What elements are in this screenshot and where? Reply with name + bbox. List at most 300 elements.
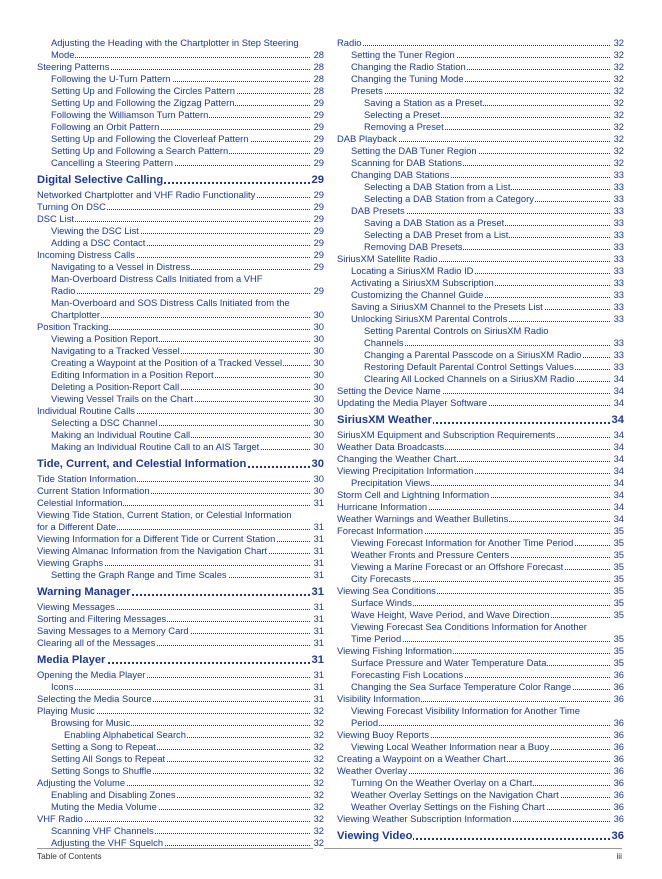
toc-entry[interactable]: [37, 381, 324, 393]
toc-entry-title-line2: Channels: [364, 337, 404, 348]
toc-page-number: 29: [313, 285, 324, 296]
toc-entry[interactable]: [337, 181, 624, 193]
toc-section-entry[interactable]: [37, 172, 324, 188]
toc-entry-title: Turning On the Weather Overlay on a Chart: [351, 777, 533, 788]
toc-page-number: 35: [613, 609, 624, 620]
toc-page-number: 33: [613, 361, 624, 372]
toc-page-number: 29: [313, 157, 324, 168]
toc-entry-title: Deleting a Position-Report Call: [51, 381, 180, 392]
toc-entry-title: Digital Selective Calling: [37, 174, 164, 186]
toc-entry-title: Viewing Messages: [37, 601, 115, 612]
toc-entry-title: Making an Individual Routine Call: [51, 429, 191, 440]
toc-page-number: 29: [313, 109, 324, 120]
toc-page-number: 30: [313, 381, 324, 392]
toc-page-number: 33: [613, 313, 624, 324]
toc-entry-title: Scanning VHF Channels: [51, 825, 154, 836]
toc-entry[interactable]: [337, 621, 624, 645]
toc-entry[interactable]: [37, 717, 324, 729]
toc-entry[interactable]: [337, 49, 624, 61]
toc-page-number: 34: [613, 501, 624, 512]
toc-entry-title: Following the Williamson Turn Pattern: [51, 109, 209, 120]
toc-entry-title: [351, 705, 624, 729]
toc-page-number: 30: [313, 473, 324, 484]
toc-page-number: 35: [613, 597, 624, 608]
toc-section-entry[interactable]: [37, 456, 324, 472]
toc-page-number: 32: [313, 777, 324, 788]
toc-entry-title: Viewing Video: [337, 830, 413, 842]
toc-entry[interactable]: [37, 333, 324, 345]
toc-entry[interactable]: [337, 741, 624, 753]
toc-entry-title: Selecting a Preset: [364, 109, 441, 120]
toc-entry[interactable]: [37, 61, 324, 73]
toc-entry-title: Visibility Information: [337, 693, 421, 704]
toc-entry[interactable]: [37, 813, 324, 825]
toc-entry[interactable]: [37, 825, 324, 837]
toc-entry[interactable]: [337, 657, 624, 669]
toc-entry-title: Viewing a Position Report: [51, 333, 159, 344]
toc-section-entry[interactable]: [337, 828, 624, 844]
toc-entry[interactable]: [37, 393, 324, 405]
toc-page-number: 29: [313, 261, 324, 272]
toc-page-number: 30: [313, 429, 324, 440]
toc-entry[interactable]: [337, 361, 624, 373]
toc-entry[interactable]: [337, 85, 624, 97]
toc-entry-title: Adjusting the VHF Squelch: [51, 837, 164, 848]
toc-entry-title-line2: Period: [351, 717, 379, 728]
toc-entry[interactable]: [37, 741, 324, 753]
toc-entry[interactable]: [337, 777, 624, 789]
toc-page-number: 32: [613, 145, 624, 156]
toc-entry[interactable]: [337, 217, 624, 229]
toc-page-number: 31: [313, 625, 324, 636]
toc-entry[interactable]: [37, 297, 324, 321]
toc-entry-title: Weather Data Broadcasts: [337, 441, 445, 452]
toc-entry-title: SiriusXM Weather: [337, 414, 432, 426]
toc-page-number: 32: [313, 765, 324, 776]
toc-entry[interactable]: [337, 229, 624, 241]
toc-entry-title: Selecting a DAB Station from a List: [364, 181, 511, 192]
toc-entry[interactable]: [37, 249, 324, 261]
toc-page-number: 33: [613, 265, 624, 276]
toc-entry-title: Removing DAB Presets: [364, 241, 463, 252]
toc-entry-title: Customizing the Channel Guide: [351, 289, 484, 300]
toc-page-number: 29: [313, 213, 324, 224]
toc-page-number: 34: [613, 373, 624, 384]
toc-entry-title: Storm Cell and Lightning Information: [337, 489, 490, 500]
toc-page-number: 34: [613, 477, 624, 488]
toc-entry[interactable]: [337, 705, 624, 729]
toc-entry[interactable]: [37, 345, 324, 357]
toc-page-number: 32: [613, 85, 624, 96]
toc-page-number: 32: [313, 741, 324, 752]
toc-entry[interactable]: [37, 97, 324, 109]
toc-entry-title: [364, 325, 624, 349]
toc-entry-title: Tide Station Information: [37, 473, 137, 484]
toc-entry[interactable]: [337, 765, 624, 777]
toc-entry-title: Creating a Waypoint at the Position of a Tracked Vessel: [51, 357, 283, 368]
toc-entry[interactable]: [337, 597, 624, 609]
toc-page-number: 36: [613, 813, 624, 824]
footer-page-number: iii: [616, 851, 622, 861]
toc-entry[interactable]: [337, 253, 624, 265]
toc-entry-title: Tide, Current, and Celestial Information: [37, 458, 247, 470]
toc-entry[interactable]: [337, 97, 624, 109]
toc-entry-title: Creating a Waypoint on a Weather Chart: [337, 753, 506, 764]
toc-entry-title: Editing Information in a Position Report: [51, 369, 214, 380]
toc-page-number: 34: [613, 397, 624, 408]
toc-entry[interactable]: [337, 513, 624, 525]
toc-entry-title: Clearing All Locked Channels on a SiriusXM Radio: [364, 373, 575, 384]
toc-entry[interactable]: [337, 585, 624, 597]
toc-page-number: 29: [313, 237, 324, 248]
toc-entry-title: Viewing Forecast Information for Another Time Period: [351, 537, 574, 548]
toc-entry[interactable]: [337, 133, 624, 145]
toc-entry-title: Adding a DSC Contact: [51, 237, 146, 248]
toc-entry[interactable]: [337, 525, 624, 537]
toc-page-number: 30: [311, 458, 324, 470]
toc-entry-title-line2: Time Period: [351, 633, 402, 644]
toc-entry[interactable]: [337, 561, 624, 573]
toc-entry[interactable]: [37, 693, 324, 705]
toc-page-number: 29: [313, 97, 324, 108]
toc-entry[interactable]: [37, 213, 324, 225]
toc-entry[interactable]: [37, 157, 324, 169]
toc-entry-title: [351, 621, 624, 645]
toc-entry[interactable]: [337, 813, 624, 825]
toc-page-number: 33: [613, 337, 624, 348]
toc-entry-title: Setting Up and Following the Cloverleaf Pattern: [51, 133, 249, 144]
toc-page-number: 33: [613, 217, 624, 228]
toc-page-number: 32: [613, 133, 624, 144]
toc-entry[interactable]: [337, 429, 624, 441]
toc-page-number: 32: [313, 705, 324, 716]
toc-page-number: 30: [313, 485, 324, 496]
toc-entry-title: Setting Songs to Shuffle: [51, 765, 152, 776]
toc-section-entry[interactable]: [37, 652, 324, 668]
toc-entry-title: Viewing Graphs: [37, 557, 104, 568]
toc-page-number: 28: [313, 73, 324, 84]
toc-entry[interactable]: [37, 613, 324, 625]
toc-entry[interactable]: [37, 369, 324, 381]
toc-entry[interactable]: [337, 669, 624, 681]
toc-entry-title: DSC List: [37, 213, 74, 224]
toc-entry[interactable]: [337, 501, 624, 513]
toc-entry-title: Removing a Preset: [364, 121, 444, 132]
toc-entry[interactable]: [37, 569, 324, 581]
toc-entry[interactable]: [337, 277, 624, 289]
toc-entry[interactable]: [37, 681, 324, 693]
toc-entry[interactable]: [37, 473, 324, 485]
toc-page-number: 30: [313, 357, 324, 368]
toc-entry-title: Weather Overlay Settings on the Fishing Chart: [351, 801, 545, 812]
toc-page-number: 35: [613, 645, 624, 656]
toc-entry-title-line1: Viewing Forecast Sea Conditions Information for Another: [351, 621, 587, 632]
toc-entry[interactable]: [337, 537, 624, 549]
toc-entry[interactable]: [337, 441, 624, 453]
toc-page-number: 30: [313, 417, 324, 428]
toc-entry-title: Enabling and Disabling Zones: [51, 789, 176, 800]
toc-entry[interactable]: [337, 385, 624, 397]
toc-entry-title: Setting the Device Name: [337, 385, 441, 396]
toc-entry-title-line1: Adjusting the Heading with the Chartplotter in Step Steering: [51, 37, 299, 48]
toc-entry-title: Current Station Information: [37, 485, 150, 496]
toc-page-number: 33: [613, 349, 624, 360]
toc-entry-title: Saving a SiriusXM Channel to the Presets List: [351, 301, 543, 312]
toc-page-number: 32: [613, 37, 624, 48]
toc-entry[interactable]: [337, 789, 624, 801]
toc-entry[interactable]: [37, 545, 324, 557]
toc-entry-title-line1: Man-Overboard Distress Calls Initiated from a VHF: [51, 273, 263, 284]
toc-page-number: 31: [313, 557, 324, 568]
toc-entry[interactable]: [37, 801, 324, 813]
toc-page-number: 32: [313, 729, 324, 740]
toc-page-number: 31: [313, 521, 324, 532]
toc-entry[interactable]: [337, 73, 624, 85]
toc-entry-title: Setting All Songs to Repeat: [51, 753, 166, 764]
toc-entry[interactable]: [337, 121, 624, 133]
toc-entry-title: Enabling Alphabetical Search: [64, 729, 186, 740]
toc-page-number: 32: [313, 801, 324, 812]
toc-entry-title: DAB Presets: [351, 205, 405, 216]
toc-entry[interactable]: [37, 441, 324, 453]
toc-entry-title: Steering Patterns: [37, 61, 110, 72]
toc-entry-title: Locating a SiriusXM Radio ID: [351, 265, 474, 276]
toc-entry[interactable]: [337, 289, 624, 301]
toc-section-entry[interactable]: [37, 584, 324, 600]
toc-entry-title: Viewing Precipitation Information: [337, 465, 474, 476]
toc-entry[interactable]: [37, 37, 324, 61]
toc-entry-title: Setting Up and Following the Zigzag Pattern: [51, 97, 235, 108]
toc-entry-title: Weather Fronts and Pressure Centers: [351, 549, 510, 560]
toc-entry-title: Turning On DSC: [37, 201, 106, 212]
toc-entry-title: Navigating to a Vessel in Distress: [51, 261, 191, 272]
toc-entry[interactable]: [337, 549, 624, 561]
toc-entry[interactable]: [337, 645, 624, 657]
toc-section-entry[interactable]: [337, 412, 624, 428]
toc-page-number: 30: [313, 321, 324, 332]
toc-entry[interactable]: [337, 573, 624, 585]
toc-entry[interactable]: [337, 301, 624, 313]
toc-right-column: [337, 37, 624, 845]
toc-left-column: [37, 37, 324, 849]
toc-entry-title-line1: Viewing Tide Station, Current Station, or Celestial Information: [37, 509, 292, 520]
toc-entry[interactable]: [37, 73, 324, 85]
toc-page-number: 29: [311, 174, 324, 186]
toc-entry[interactable]: [337, 265, 624, 277]
toc-entry[interactable]: [37, 273, 324, 297]
toc-page-number: 34: [613, 453, 624, 464]
toc-entry[interactable]: [337, 157, 624, 169]
toc-entry[interactable]: [337, 609, 624, 621]
toc-page-number: 36: [613, 777, 624, 788]
toc-entry-title: Making an Individual Routine Call to an AIS Target: [51, 441, 260, 452]
toc-entry[interactable]: [337, 465, 624, 477]
toc-entry[interactable]: [337, 453, 624, 465]
toc-entry-title-line1: Man-Overboard and SOS Distress Calls Initiated from the: [51, 297, 290, 308]
toc-entry-title: Navigating to a Tracked Vessel: [51, 345, 180, 356]
toc-entry-title: Playing Music: [37, 705, 95, 716]
toc-page-number: 30: [313, 333, 324, 344]
toc-entry[interactable]: [37, 509, 324, 533]
toc-entry[interactable]: [337, 801, 624, 813]
toc-entry-title: Networked Chartplotter and VHF Radio Functionality: [37, 189, 256, 200]
toc-page-number: 30: [313, 369, 324, 380]
toc-entry-title: City Forecasts: [351, 573, 411, 584]
toc-entry-title: Surface Winds: [351, 597, 412, 608]
toc-page-number: 35: [613, 585, 624, 596]
toc-page-number: 34: [613, 489, 624, 500]
toc-entry[interactable]: [337, 729, 624, 741]
toc-entry[interactable]: [37, 533, 324, 545]
toc-entry-title: Precipitation Views: [351, 477, 431, 488]
toc-entry-title: [51, 37, 324, 61]
toc-page-number: 36: [611, 830, 624, 842]
toc-entry[interactable]: [37, 225, 324, 237]
toc-entry[interactable]: [37, 85, 324, 97]
toc-entry[interactable]: [37, 417, 324, 429]
toc-entry-title: Selecting a DAB Preset from a List: [364, 229, 509, 240]
toc-entry[interactable]: [37, 121, 324, 133]
toc-entry[interactable]: [37, 405, 324, 417]
dot-leader: [51, 689, 310, 690]
toc-entry-title: Sorting and Filtering Messages: [37, 613, 167, 624]
toc-page-number: 36: [613, 729, 624, 740]
toc-entry[interactable]: [37, 429, 324, 441]
toc-page-number: 32: [313, 753, 324, 764]
toc-page-number: 36: [613, 717, 624, 728]
toc-page-number: 36: [613, 681, 624, 692]
toc-entry-title: SiriusXM Equipment and Subscription Requirements: [337, 429, 556, 440]
toc-entry-title: Adjusting the Volume: [37, 777, 126, 788]
toc-entry-title: Browsing for Music: [51, 717, 131, 728]
toc-entry-title: Activating a SiriusXM Subscription: [351, 277, 494, 288]
toc-page-number: 35: [613, 657, 624, 668]
toc-page-number: 34: [613, 429, 624, 440]
toc-page-number: 31: [313, 681, 324, 692]
toc-entry[interactable]: [37, 145, 324, 157]
toc-entry[interactable]: [337, 193, 624, 205]
toc-entry[interactable]: [37, 625, 324, 637]
toc-entry-title: Viewing Buoy Reports: [337, 729, 430, 740]
toc-page-number: 36: [613, 753, 624, 764]
toc-entry[interactable]: [37, 705, 324, 717]
toc-page-number: 36: [613, 741, 624, 752]
toc-page-number: 31: [311, 586, 324, 598]
toc-entry[interactable]: [37, 765, 324, 777]
toc-entry[interactable]: [337, 325, 624, 349]
toc-page-number: 35: [613, 549, 624, 560]
toc-entry[interactable]: [37, 637, 324, 649]
toc-entry[interactable]: [37, 133, 324, 145]
toc-entry[interactable]: [337, 109, 624, 121]
toc-page-number: 32: [613, 97, 624, 108]
toc-page-number: 31: [313, 613, 324, 624]
toc-page-number: 31: [311, 654, 324, 666]
toc-page-number: 28: [313, 49, 324, 60]
toc-page-number: 28: [313, 85, 324, 96]
toc-entry[interactable]: [37, 669, 324, 681]
toc-entry-title: Weather Warnings and Weather Bulletins: [337, 513, 509, 524]
toc-entry[interactable]: [37, 777, 324, 789]
toc-entry-title-line2: Mode: [51, 49, 75, 60]
toc-entry-title: Unlocking SiriusXM Parental Controls: [351, 313, 508, 324]
toc-entry-title: SiriusXM Satellite Radio: [337, 253, 438, 264]
toc-entry[interactable]: [37, 201, 324, 213]
toc-page-number: 34: [613, 441, 624, 452]
toc-page-number: 35: [613, 573, 624, 584]
toc-page-number: 29: [313, 249, 324, 260]
toc-entry[interactable]: [337, 205, 624, 217]
toc-entry[interactable]: [37, 189, 324, 201]
toc-page-number: 35: [613, 525, 624, 536]
toc-entry-title: Forecasting Fish Locations: [351, 669, 464, 680]
toc-entry-title: Changing the Tuning Mode: [351, 73, 464, 84]
toc-entry[interactable]: [337, 693, 624, 705]
toc-entry[interactable]: [337, 373, 624, 385]
toc-entry[interactable]: [337, 37, 624, 49]
toc-entry-title: Saving a DAB Station as a Preset: [364, 217, 505, 228]
toc-entry[interactable]: [337, 349, 624, 361]
toc-entry[interactable]: [337, 169, 624, 181]
toc-entry[interactable]: [37, 357, 324, 369]
toc-entry-title-line2: Chartplotter: [51, 309, 100, 320]
toc-entry-title-line1: Viewing Forecast Visibility Information for Another Time: [351, 705, 580, 716]
toc-entry[interactable]: [337, 241, 624, 253]
toc-entry-title-line1: Setting Parental Controls on SiriusXM Radio: [364, 325, 549, 336]
toc-page-number: 32: [313, 789, 324, 800]
toc-entry-title: Changing DAB Stations: [351, 169, 450, 180]
toc-page-number: 33: [613, 301, 624, 312]
toc-entry[interactable]: [37, 729, 324, 741]
toc-entry[interactable]: [37, 753, 324, 765]
toc-page-number: 32: [313, 813, 324, 824]
toc-entry[interactable]: [337, 145, 624, 157]
toc-entry[interactable]: [337, 477, 624, 489]
toc-page-number: 31: [313, 601, 324, 612]
toc-entry[interactable]: [337, 61, 624, 73]
toc-entry[interactable]: [37, 557, 324, 569]
toc-page-number: 35: [613, 537, 624, 548]
toc-page-number: 32: [613, 157, 624, 168]
toc-page-number: 33: [613, 277, 624, 288]
toc-entry[interactable]: [37, 237, 324, 249]
toc-entry[interactable]: [37, 261, 324, 273]
toc-page-number: 32: [313, 837, 324, 848]
toc-entry[interactable]: [37, 109, 324, 121]
toc-entry[interactable]: [337, 397, 624, 409]
toc-entry[interactable]: [337, 753, 624, 765]
toc-entry-title: Hurricane Information: [337, 501, 428, 512]
toc-entry[interactable]: [37, 497, 324, 509]
toc-entry[interactable]: [37, 321, 324, 333]
toc-page-number: 36: [613, 765, 624, 776]
toc-entry[interactable]: [337, 681, 624, 693]
toc-entry[interactable]: [37, 789, 324, 801]
toc-page-number: 29: [313, 145, 324, 156]
toc-entry-title: Viewing Sea Conditions: [337, 585, 436, 596]
toc-entry-title: Forecast Information: [337, 525, 423, 536]
toc-entry[interactable]: [337, 313, 624, 325]
toc-entry[interactable]: [337, 489, 624, 501]
toc-entry[interactable]: [37, 485, 324, 497]
toc-page-number: 32: [613, 61, 624, 72]
toc-page-number: 29: [313, 201, 324, 212]
dot-leader: [337, 45, 610, 46]
toc-page-number: 31: [313, 569, 324, 580]
toc-entry[interactable]: [37, 601, 324, 613]
toc-entry-title: Cancelling a Steering Pattern: [51, 157, 173, 168]
toc-page-number: 32: [613, 121, 624, 132]
